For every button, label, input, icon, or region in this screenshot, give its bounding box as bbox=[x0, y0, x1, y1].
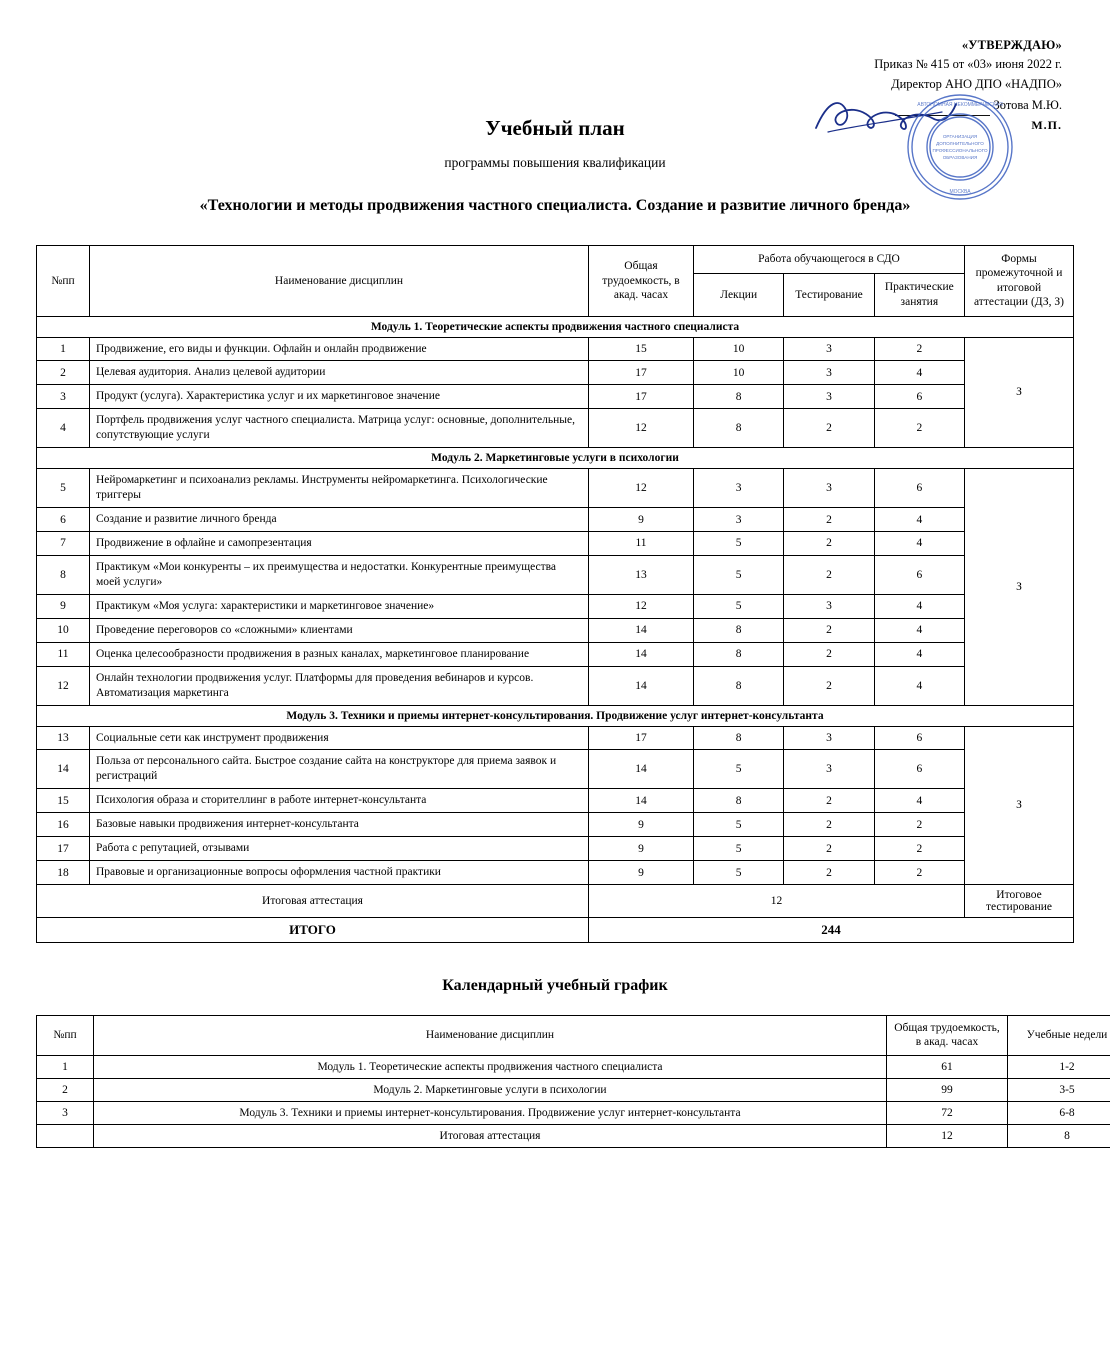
table-row bbox=[37, 1124, 1110, 1147]
schedule-row-name: Модуль 3. Техники и приемы интернет-консультирования. Продвижение услуг интернет-консультанта bbox=[94, 1101, 887, 1124]
row-num: 7 bbox=[37, 532, 90, 556]
table-row bbox=[37, 837, 1074, 861]
svg-text:ПРОФЕССИОНАЛЬНОГО: ПРОФЕССИОНАЛЬНОГО bbox=[932, 148, 988, 153]
row-practical: 6 bbox=[874, 469, 964, 508]
table-row bbox=[37, 1055, 1110, 1078]
schedule-row-name: Модуль 1. Теоретические аспекты продвижения частного специалиста bbox=[94, 1055, 887, 1078]
program-name: «Технологии и методы продвижения частного специалиста. Создание и развитие личного бренда» bbox=[199, 197, 911, 214]
svg-text:ОРГАНИЗАЦИЯ: ОРГАНИЗАЦИЯ bbox=[942, 134, 978, 139]
row-testing: 3 bbox=[784, 594, 874, 618]
row-testing: 2 bbox=[784, 618, 874, 642]
table-row bbox=[37, 813, 1074, 837]
row-practical: 2 bbox=[874, 837, 964, 861]
row-discipline: Психология образа и сторителлинг в работе интернет-консультанта bbox=[90, 789, 589, 813]
table-header-row bbox=[37, 246, 1074, 274]
schedule-row-weeks: 6-8 bbox=[1008, 1101, 1110, 1124]
approval-block bbox=[642, 36, 1062, 135]
approval-heading: «УТВЕРЖДАЮ» bbox=[961, 38, 1062, 52]
row-discipline: Работа с репутацией, отзывами bbox=[90, 837, 589, 861]
header-practical: Практические занятия bbox=[874, 273, 964, 316]
row-practical: 2 bbox=[874, 337, 964, 361]
row-total: 14 bbox=[589, 789, 694, 813]
row-lectures: 10 bbox=[694, 337, 784, 361]
row-num: 16 bbox=[37, 813, 90, 837]
row-testing: 2 bbox=[784, 813, 874, 837]
row-practical: 4 bbox=[874, 789, 964, 813]
row-discipline: Оценка целесообразности продвижения в разных каналах, маркетинговое планирование bbox=[90, 642, 589, 666]
row-total: 9 bbox=[589, 813, 694, 837]
final-attestation-form: Итоговое тестирование bbox=[965, 885, 1074, 918]
header-name: Наименование дисциплин bbox=[90, 246, 589, 317]
row-total: 13 bbox=[589, 555, 694, 594]
row-discipline: Нейромаркетинг и психоанализ рекламы. Инструменты нейромаркетинга. Психологические триггеры bbox=[90, 469, 589, 508]
approval-signature-row bbox=[642, 96, 1062, 116]
row-num: 12 bbox=[37, 666, 90, 705]
row-discipline: Продвижение, его виды и функции. Офлайн и онлайн продвижение bbox=[90, 337, 589, 361]
signature-line bbox=[895, 103, 990, 116]
schedule-row-weeks: 3-5 bbox=[1008, 1078, 1110, 1101]
total-hours: 244 bbox=[589, 918, 1074, 943]
header-forms: Формы промежуточной и итоговой аттестации (ДЗ, З) bbox=[965, 246, 1074, 317]
schedule-row-total: 99 bbox=[887, 1078, 1008, 1101]
table-row bbox=[37, 409, 1074, 448]
svg-text:ОБРАЗОВАНИЯ: ОБРАЗОВАНИЯ bbox=[942, 155, 978, 160]
row-total: 11 bbox=[589, 532, 694, 556]
row-total: 15 bbox=[589, 337, 694, 361]
row-testing: 2 bbox=[784, 666, 874, 705]
row-num: 14 bbox=[37, 750, 90, 789]
row-testing: 3 bbox=[784, 337, 874, 361]
module-title-row bbox=[37, 705, 1074, 726]
row-total: 12 bbox=[589, 594, 694, 618]
module-title-row bbox=[37, 316, 1074, 337]
row-total: 12 bbox=[589, 469, 694, 508]
row-num: 1 bbox=[37, 337, 90, 361]
row-lectures: 3 bbox=[694, 508, 784, 532]
schedule-row-name: Итоговая аттестация bbox=[94, 1124, 887, 1147]
row-practical: 6 bbox=[874, 750, 964, 789]
row-num: 13 bbox=[37, 726, 90, 750]
row-discipline: Базовые навыки продвижения интернет-консультанта bbox=[90, 813, 589, 837]
schedule-header-weeks: Учебные недели bbox=[1008, 1016, 1110, 1056]
schedule-title: Календарный учебный график bbox=[442, 977, 668, 995]
row-num: 17 bbox=[37, 837, 90, 861]
row-practical: 6 bbox=[874, 726, 964, 750]
row-discipline: Создание и развитие личного бренда bbox=[90, 508, 589, 532]
row-practical: 4 bbox=[874, 508, 964, 532]
schedule-row-num: 2 bbox=[37, 1078, 94, 1101]
schedule-row-total: 72 bbox=[887, 1101, 1008, 1124]
module-title: Модуль 3. Техники и приемы интернет-консультирования. Продвижение услуг интернет-консультанта bbox=[37, 705, 1074, 726]
svg-text:МОСКВА: МОСКВА bbox=[949, 189, 971, 195]
row-practical: 2 bbox=[874, 861, 964, 885]
row-num: 3 bbox=[37, 385, 90, 409]
table-row bbox=[37, 594, 1074, 618]
row-testing: 2 bbox=[784, 789, 874, 813]
table-row bbox=[37, 555, 1074, 594]
header-total-hours: Общая трудоемкость, в акад. часах bbox=[589, 246, 694, 317]
row-lectures: 5 bbox=[694, 750, 784, 789]
row-testing: 3 bbox=[784, 726, 874, 750]
row-total: 9 bbox=[589, 861, 694, 885]
table-row bbox=[37, 789, 1074, 813]
row-practical: 4 bbox=[874, 642, 964, 666]
schedule-row-total: 12 bbox=[887, 1124, 1008, 1147]
row-discipline: Правовые и организационные вопросы оформления частной практики bbox=[90, 861, 589, 885]
row-practical: 4 bbox=[874, 618, 964, 642]
final-attestation-hours: 12 bbox=[589, 885, 965, 918]
schedule-table-body bbox=[37, 1055, 1110, 1147]
table-row bbox=[37, 1101, 1110, 1124]
row-testing: 2 bbox=[784, 642, 874, 666]
row-total: 14 bbox=[589, 642, 694, 666]
final-attestation-row bbox=[37, 885, 1074, 918]
row-num: 11 bbox=[37, 642, 90, 666]
row-total: 17 bbox=[589, 385, 694, 409]
row-lectures: 5 bbox=[694, 555, 784, 594]
approval-mp: М.П. bbox=[1031, 118, 1062, 133]
row-num: 18 bbox=[37, 861, 90, 885]
row-testing: 3 bbox=[784, 469, 874, 508]
row-num: 2 bbox=[37, 361, 90, 385]
row-discipline: Социальные сети как инструмент продвижения bbox=[90, 726, 589, 750]
module-title: Модуль 1. Теоретические аспекты продвижения частного специалиста bbox=[37, 316, 1074, 337]
approval-order: Приказ № 415 от «03» июня 2022 г. bbox=[874, 57, 1062, 72]
svg-text:ДОПОЛНИТЕЛЬНОГО: ДОПОЛНИТЕЛЬНОГО bbox=[936, 141, 984, 146]
row-practical: 4 bbox=[874, 666, 964, 705]
schedule-row-num: 3 bbox=[37, 1101, 94, 1124]
schedule-row-weeks: 8 bbox=[1008, 1124, 1110, 1147]
table-row bbox=[37, 642, 1074, 666]
table-row bbox=[37, 861, 1074, 885]
row-testing: 3 bbox=[784, 385, 874, 409]
row-lectures: 5 bbox=[694, 813, 784, 837]
schedule-row-total: 61 bbox=[887, 1055, 1008, 1078]
row-discipline: Онлайн технологии продвижения услуг. Платформы для проведения вебинаров и курсов. Автоматизация маркетинга bbox=[90, 666, 589, 705]
table-row bbox=[37, 385, 1074, 409]
table-row bbox=[37, 508, 1074, 532]
table-row bbox=[37, 337, 1074, 361]
row-lectures: 8 bbox=[694, 726, 784, 750]
row-discipline: Практикум «Мои конкуренты – их преимущества и недостатки. Конкурентные преимущества моей услуги» bbox=[90, 555, 589, 594]
schedule-header-total: Общая трудоемкость, в акад. часах bbox=[887, 1016, 1008, 1056]
table-row bbox=[37, 1078, 1110, 1101]
table-row bbox=[37, 726, 1074, 750]
row-num: 10 bbox=[37, 618, 90, 642]
row-testing: 2 bbox=[784, 532, 874, 556]
row-testing: 2 bbox=[784, 861, 874, 885]
row-lectures: 8 bbox=[694, 409, 784, 448]
row-discipline: Целевая аудитория. Анализ целевой аудитории bbox=[90, 361, 589, 385]
header-sdo: Работа обучающегося в СДО bbox=[694, 246, 965, 274]
row-practical: 2 bbox=[874, 813, 964, 837]
schedule-row-num bbox=[37, 1124, 94, 1147]
row-total: 17 bbox=[589, 361, 694, 385]
schedule-header-row bbox=[37, 1016, 1110, 1056]
total-row bbox=[37, 918, 1074, 943]
curriculum-table-body bbox=[37, 316, 1074, 943]
schedule-row-name: Модуль 2. Маркетинговые услуги в психологии bbox=[94, 1078, 887, 1101]
row-discipline: Продукт (услуга). Характеристика услуг и их маркетинговое значение bbox=[90, 385, 589, 409]
approval-director: Директор АНО ДПО «НАДПО» bbox=[891, 76, 1062, 91]
row-total: 14 bbox=[589, 618, 694, 642]
row-lectures: 3 bbox=[694, 469, 784, 508]
schedule-table bbox=[36, 1015, 1110, 1148]
row-practical: 2 bbox=[874, 409, 964, 448]
header-num: №пп bbox=[37, 246, 90, 317]
row-num: 8 bbox=[37, 555, 90, 594]
table-row bbox=[37, 469, 1074, 508]
row-discipline: Практикум «Моя услуга: характеристики и маркетинговое значение» bbox=[90, 594, 589, 618]
row-practical: 4 bbox=[874, 361, 964, 385]
final-attestation-label: Итоговая аттестация bbox=[37, 885, 589, 918]
module-title-row bbox=[37, 448, 1074, 469]
row-discipline: Польза от персонального сайта. Быстрое создание сайта на конструкторе для приема заявок и регистраций bbox=[90, 750, 589, 789]
row-total: 17 bbox=[589, 726, 694, 750]
schedule-header-name: Наименование дисциплин bbox=[94, 1016, 887, 1056]
module-form: З bbox=[965, 469, 1074, 705]
row-total: 14 bbox=[589, 666, 694, 705]
svg-text:АВТОНОМНАЯ НЕКОММЕРЧЕСКАЯ: АВТОНОМНАЯ НЕКОММЕРЧЕСКАЯ bbox=[917, 102, 1003, 108]
table-row bbox=[37, 361, 1074, 385]
row-testing: 2 bbox=[784, 837, 874, 861]
row-practical: 4 bbox=[874, 532, 964, 556]
row-lectures: 10 bbox=[694, 361, 784, 385]
row-total: 9 bbox=[589, 508, 694, 532]
row-testing: 2 bbox=[784, 508, 874, 532]
module-form: З bbox=[965, 337, 1074, 448]
table-row bbox=[37, 750, 1074, 789]
row-lectures: 5 bbox=[694, 861, 784, 885]
row-lectures: 8 bbox=[694, 618, 784, 642]
row-num: 4 bbox=[37, 409, 90, 448]
module-form: З bbox=[965, 726, 1074, 885]
row-discipline: Проведение переговоров со «сложными» клиентами bbox=[90, 618, 589, 642]
row-practical: 4 bbox=[874, 594, 964, 618]
schedule-header-num: №пп bbox=[37, 1016, 94, 1056]
table-row bbox=[37, 618, 1074, 642]
row-testing: 2 bbox=[784, 555, 874, 594]
row-discipline: Портфель продвижения услуг частного специалиста. Матрица услуг: основные, дополнительные, сопутствующие услуги bbox=[90, 409, 589, 448]
row-num: 6 bbox=[37, 508, 90, 532]
row-lectures: 5 bbox=[694, 837, 784, 861]
row-lectures: 8 bbox=[694, 789, 784, 813]
row-discipline: Продвижение в офлайне и самопрезентация bbox=[90, 532, 589, 556]
table-row bbox=[37, 532, 1074, 556]
row-lectures: 8 bbox=[694, 642, 784, 666]
curriculum-table bbox=[36, 245, 1074, 943]
row-testing: 2 bbox=[784, 409, 874, 448]
row-num: 9 bbox=[37, 594, 90, 618]
header-testing: Тестирование bbox=[784, 273, 874, 316]
row-total: 14 bbox=[589, 750, 694, 789]
row-practical: 6 bbox=[874, 555, 964, 594]
row-lectures: 8 bbox=[694, 666, 784, 705]
curriculum-table-head bbox=[37, 246, 1074, 317]
header-lectures: Лекции bbox=[694, 273, 784, 316]
total-label: ИТОГО bbox=[37, 918, 589, 943]
schedule-table-head bbox=[37, 1016, 1110, 1056]
page-subtitle: программы повышения квалификации bbox=[444, 155, 666, 170]
row-lectures: 8 bbox=[694, 385, 784, 409]
row-num: 15 bbox=[37, 789, 90, 813]
approval-signer: Зотова М.Ю. bbox=[993, 98, 1062, 113]
row-practical: 6 bbox=[874, 385, 964, 409]
module-title: Модуль 2. Маркетинговые услуги в психологии bbox=[37, 448, 1074, 469]
row-lectures: 5 bbox=[694, 594, 784, 618]
schedule-row-num: 1 bbox=[37, 1055, 94, 1078]
row-num: 5 bbox=[37, 469, 90, 508]
row-testing: 3 bbox=[784, 361, 874, 385]
schedule-row-weeks: 1-2 bbox=[1008, 1055, 1110, 1078]
page-title: Учебный план bbox=[485, 116, 625, 140]
table-row bbox=[37, 666, 1074, 705]
row-total: 12 bbox=[589, 409, 694, 448]
row-total: 9 bbox=[589, 837, 694, 861]
row-testing: 3 bbox=[784, 750, 874, 789]
row-lectures: 5 bbox=[694, 532, 784, 556]
